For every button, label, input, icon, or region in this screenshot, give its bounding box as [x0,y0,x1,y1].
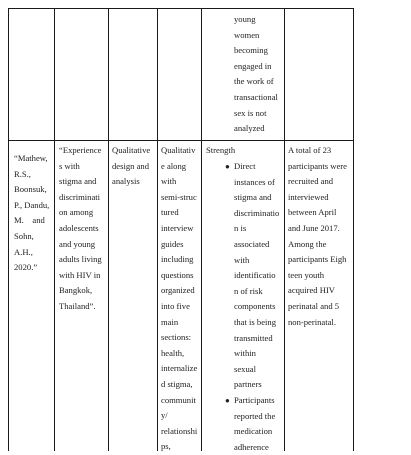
table-border-right [353,8,354,451]
text-line: and June 2017. [288,222,340,233]
text-line: teen youth [288,269,325,280]
top-row-outcome-cell [234,12,284,137]
text-line: interviewed [288,191,329,202]
strength-bullet-1 [225,159,284,393]
text-line: participants were [288,160,347,171]
text-line: discriminati [59,191,101,202]
text-line: instances of [234,176,275,187]
column-divider-5 [284,8,285,451]
text-line: engaged in [234,60,272,71]
text-line: identificatio [234,270,276,281]
methods-cell [161,143,201,455]
text-line: M. and [14,215,45,226]
text-line: Bangkok, [59,285,93,296]
text-line: into five [161,300,190,311]
text-line: reported the [234,410,276,421]
text-line: young [234,14,256,24]
text-line: with HIV in [59,269,101,280]
text-line: adults living [59,254,102,265]
text-line: Thailand”. [59,300,96,311]
text-line: R.S., [14,168,31,179]
text-line: stigma and [234,192,272,203]
design-cell [112,143,157,190]
text-line: Participants [234,394,275,405]
text-line: the work of [234,76,274,87]
study-title-cell [59,143,107,315]
text-line: design and [112,160,149,171]
column-divider-2 [108,8,109,451]
text-line: n is [234,223,247,234]
table-border-left [8,8,9,451]
text-line: becoming [234,45,268,56]
text-line: Qualitativ [161,145,196,155]
citation-cell [14,151,52,276]
text-line: with [161,176,177,187]
text-line: participants Eigh [288,254,347,265]
column-divider-1 [54,8,55,451]
text-line: sections: [161,332,192,343]
text-line: and young [59,238,96,249]
text-line: women [234,29,260,40]
bullet-icon: ● [225,395,230,405]
text-line: internalize [161,363,198,374]
text-line: “Mathew, [14,153,48,163]
text-line: y/ [161,410,168,421]
column-divider-4 [201,8,202,451]
text-line: organized [161,285,195,296]
strength-cell [225,159,284,455]
text-line: adherence [234,441,269,452]
text-line: recruited and [288,176,334,187]
text-line: Sohn, [14,230,34,241]
text-line: components [234,301,276,312]
text-line: medication [234,426,273,437]
text-line: transactional [234,91,278,102]
results-cell [288,143,352,330]
text-line: main [161,316,179,327]
text-line: with [234,254,250,265]
text-line: associated [234,238,270,249]
text-line: d stigma, [161,378,193,389]
text-line: analyzed [234,123,265,134]
text-line: interview [161,222,194,233]
text-line: n of risk [234,285,263,296]
table-border-top [8,8,354,9]
text-line: health, [161,347,185,358]
text-line: relationshi [161,425,198,436]
text-line: that is being [234,316,277,327]
text-line: partners [234,379,262,390]
text-line: transmitted [234,332,273,343]
strength-bullet-2 [225,393,284,455]
column-divider-3 [157,8,158,451]
text-line: tured [161,207,179,218]
strength-heading: Strength [206,145,236,155]
text-line: questions [161,269,194,280]
text-line: discriminatio [234,207,280,218]
text-line: 2020.” [14,262,38,273]
text-line: sex is not [234,107,267,118]
text-line: non-perinatal. [288,316,336,327]
bullet-icon: ● [225,162,230,171]
text-line: analysis [112,176,140,187]
text-line: ps, [161,441,171,452]
text-line: sexual [234,363,256,374]
text-line: semi-struc [161,191,197,202]
text-line: Among the [288,238,327,249]
text-line: Boonsuk, [14,184,47,195]
text-line: “Experience [59,145,102,155]
strength-list [225,159,284,455]
text-line: on among [59,207,94,218]
text-line: adolescents [59,222,99,233]
text-line: P., Dandu, [14,199,50,210]
text-line: Direct [234,161,256,171]
text-line: s with [59,160,80,171]
text-line: acquired HIV [288,285,336,296]
text-line: Qualitative [112,145,151,155]
text-line: between April [288,207,337,218]
text-line: perinatal and 5 [288,300,340,311]
text-line: A total of 23 [288,145,332,155]
text-line: e along [161,160,187,171]
text-line: including [161,254,194,265]
text-line: stigma and [59,176,97,187]
text-line: A.H., [14,246,33,257]
text-line: within [234,348,256,359]
text-line: guides [161,238,184,249]
row-divider [8,140,354,141]
text-line: communit [161,394,196,405]
